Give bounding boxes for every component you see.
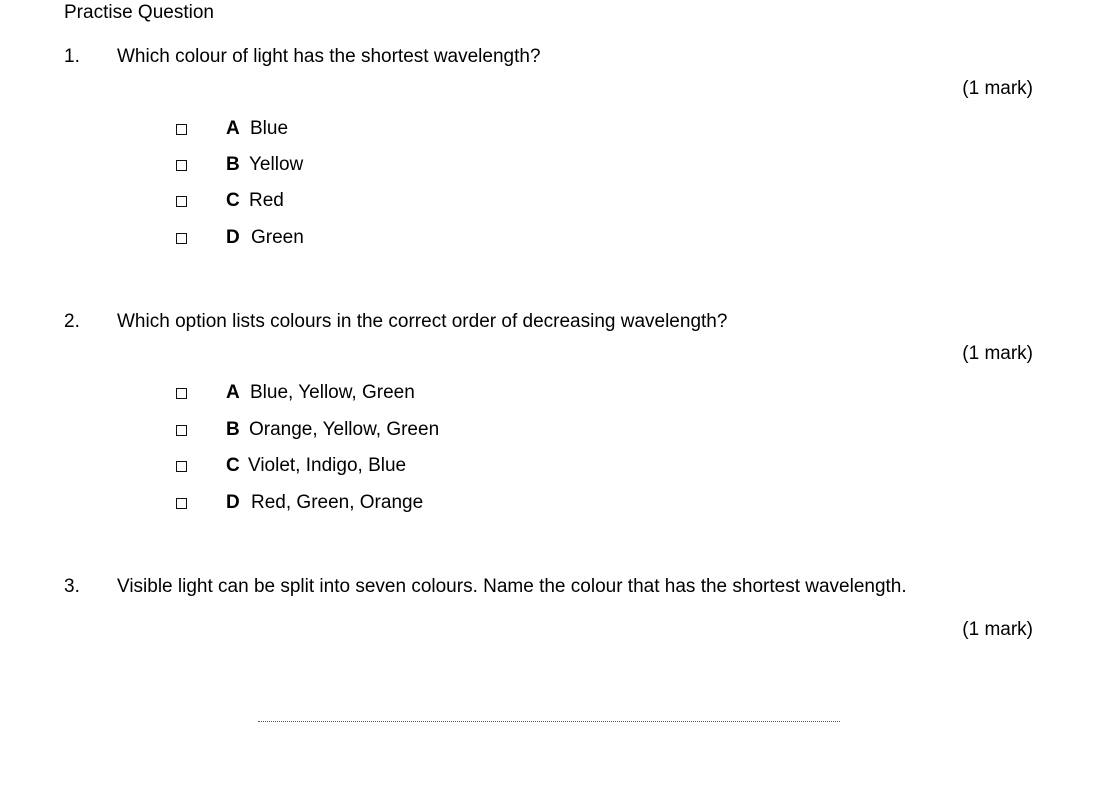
- question-text: Which colour of light has the shortest wavelength?: [117, 46, 541, 67]
- option-letter: C: [226, 190, 240, 211]
- option-letter: D: [226, 492, 240, 513]
- option-label: Blue, Yellow, Green: [250, 382, 415, 403]
- marks-label: (1 mark): [962, 343, 1033, 364]
- option-label: Red: [249, 190, 284, 211]
- option-checkbox[interactable]: [176, 498, 187, 509]
- option-letter: B: [226, 419, 240, 440]
- option-label: Blue: [250, 118, 289, 139]
- option-label: Yellow: [249, 154, 304, 175]
- question-number: 2.: [64, 311, 80, 332]
- marks-label: (1 mark): [962, 78, 1033, 99]
- option-checkbox[interactable]: [176, 388, 187, 399]
- option-letter: D: [226, 227, 240, 248]
- question-text: Which option lists colours in the correct order of decreasing wavelength?: [117, 311, 728, 332]
- option-checkbox[interactable]: [176, 196, 187, 207]
- option-letter: A: [226, 118, 240, 139]
- option-checkbox[interactable]: [176, 233, 187, 244]
- question-number: 3.: [64, 576, 80, 597]
- option-checkbox[interactable]: [176, 160, 187, 171]
- option-label: Violet, Indigo, Blue: [248, 455, 407, 476]
- option-label: Green: [251, 227, 304, 248]
- option-letter: B: [226, 154, 240, 175]
- question-text: Visible light can be split into seven colours. Name the colour that has the shortest wavelength.: [117, 576, 907, 597]
- marks-label: (1 mark): [962, 619, 1033, 640]
- question-number: 1.: [64, 46, 80, 67]
- option-checkbox[interactable]: [176, 124, 187, 135]
- option-label: Red, Green, Orange: [251, 492, 424, 513]
- option-letter: A: [226, 382, 240, 403]
- answer-line[interactable]: [258, 721, 840, 722]
- option-checkbox[interactable]: [176, 461, 187, 472]
- page-heading: Practise Question: [64, 2, 214, 23]
- option-letter: C: [226, 455, 240, 476]
- option-label: Orange, Yellow, Green: [249, 419, 440, 440]
- option-checkbox[interactable]: [176, 425, 187, 436]
